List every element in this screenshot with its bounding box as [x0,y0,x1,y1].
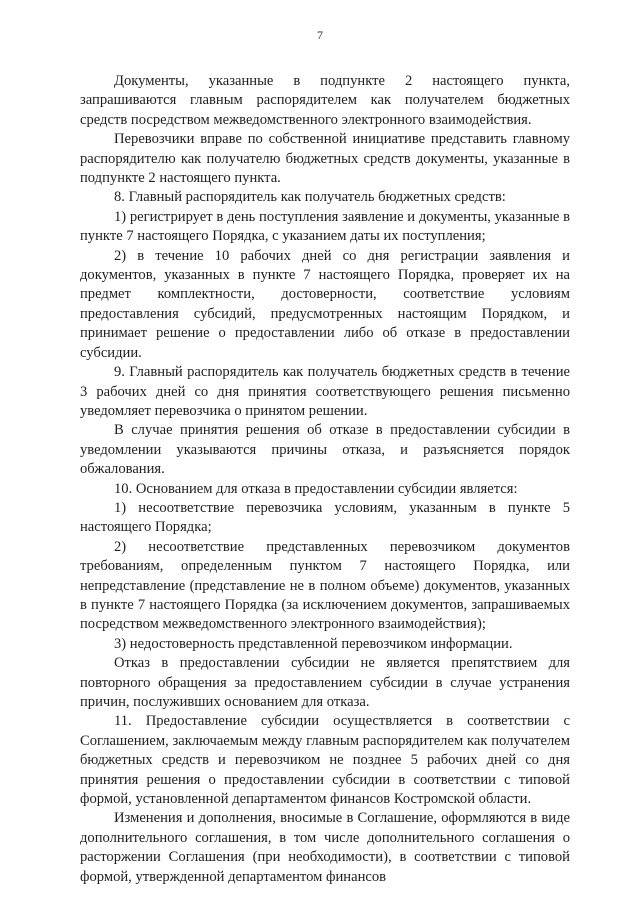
page-number: 7 [317,28,323,42]
paragraph-clause-8-item-1: 1) регистрирует в день поступления заявление и документы, указанные в пункте 7 настоящего Порядка, с указанием даты их поступления; [80,208,570,245]
paragraph-clause-10-item-1: 1) несоответствие перевозчика условиям, указанным в пункте 5 настоящего Порядка; [80,499,570,536]
paragraph-clause-9-refusal-notice: В случае принятия решения об отказе в предоставлении субсидии в уведомлении указываются причины отказа, и разъясняется порядок обжалования. [80,422,570,478]
paragraph-carriers-may-submit: Перевозчики вправе по собственной инициативе представить главному распорядителю как получателю бюджетных средств документы, указанные в подпункте 2 настоящего пункта. [80,131,570,187]
paragraph-agreement-amendments: Изменения и дополнения, вносимые в Соглашение, оформляются в виде дополнительного соглашения, в том числе дополнительного соглашения о расторжении Соглашения (при необходимости), в соответствии с типовой формой, утвержденной департаментом финансов [80,810,570,885]
paragraph-clause-10-item-3: 3) недостоверность представленной перевозчиком информации. [114,635,513,652]
paragraph-documents-requested: Документы, указанные в подпункте 2 настоящего пункта, запрашиваются главным распорядителем как получателем бюджетных средств посредством межведомственного электронного взаимодействия. [80,73,570,128]
paragraph-clause-10-item-2: 2) несоответствие представленных перевозчиком документов требованиям, определенным пунктом 7 настоящего Порядка, или непредставление (представление не в полном объеме) документов, указанных в пункте 7 настоящего Порядка (за исключением документов, запрашиваемых посредством межведомственного электронного взаимодействия); [80,538,570,633]
paragraph-clause-8-heading: 8. Главный распорядитель как получатель бюджетных средств: [114,189,506,206]
paragraph-clause-11: 11. Предоставление субсидии осуществляется в соответствии с Соглашением, заключаемым между главным распорядителем как получателем бюджетных средств и перевозчиком не позднее 5 рабочих дней со дня принятия решения о предоставлении субсидии в соответствии с типовой формой, установленной департаментом финансов Костромской области. [80,713,570,808]
paragraph-clause-9: 9. Главный распорядитель как получатель бюджетных средств в течение 3 рабочих дней со дня принятия соответствующего решения письменно уведомляет перевозчика о принятом решении. [80,364,570,419]
paragraph-refusal-not-obstacle: Отказ в предоставлении субсидии не является препятствием для повторного обращения за предоставлением субсидии в случае устранения причин, послуживших основанием для отказа. [80,655,570,710]
document-body [80,72,570,887]
paragraph-clause-10-heading: 10. Основанием для отказа в предоставлении субсидии является: [114,480,518,497]
paragraph-clause-8-item-2: 2) в течение 10 рабочих дней со дня регистрации заявления и документов, указанных в пункте 7 настоящего Порядка, проверяет их на предмет комплектности, достоверности, соответствие условиям предоставления субсидий, предусмотренных настоящим Порядком, и принимает решение о предоставлении либо об отказе в предоставлении субсидии. [80,247,570,361]
